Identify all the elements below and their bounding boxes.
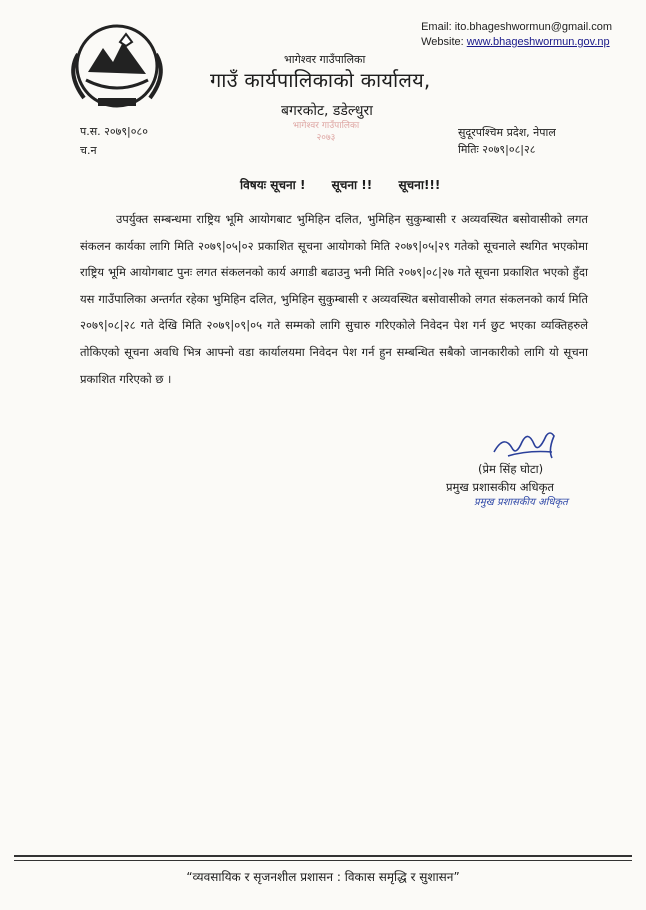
email-text: Email: ito.bhageshwormun@gmail.com xyxy=(421,21,612,33)
office-stamp xyxy=(280,120,372,164)
office-title: गाउँ कार्यपालिकाको कार्यालय, xyxy=(210,68,431,92)
dispatch-number: च.न xyxy=(80,144,97,157)
reference-block xyxy=(80,122,148,160)
subject-label: विषयः सूचना ! xyxy=(240,178,306,192)
letter-date: मितिः २०७९|०८|२८ xyxy=(458,143,536,156)
subject-line xyxy=(240,176,462,193)
stamp-line-1: भागेश्वर गाउँपालिका xyxy=(292,121,360,131)
subject-repeat-1: सूचना !! xyxy=(331,178,373,192)
nepal-government-emblem xyxy=(58,14,176,118)
province-text: सुदूरपश्चिम प्रदेश, नेपाल xyxy=(458,126,556,139)
municipality-name: भागेश्वर गाउँपालिका xyxy=(284,53,366,66)
footer-rule-thin xyxy=(14,860,632,861)
website-link[interactable]: www.bhageshwormun.gov.np xyxy=(466,36,610,48)
stamp-line-2: २०७३ xyxy=(316,133,336,143)
signatory-stamp: प्रमुख प्रशासकीय अधिकृत xyxy=(474,497,568,508)
signatory-name: (प्रेम सिंह घोटा) xyxy=(478,462,544,476)
website-label: Website: xyxy=(421,36,467,48)
subject-repeat-2: सूचना!!! xyxy=(398,178,441,192)
contact-info xyxy=(421,20,612,50)
footer-motto: “व्यवसायिक र सृजनशील प्रशासन : विकास समृद्धि र सुशासन” xyxy=(186,870,460,884)
handwritten-signature xyxy=(488,428,568,464)
letter-number: प.स. २०७९|०८० xyxy=(80,125,148,138)
footer-rule-thick xyxy=(14,855,632,857)
website-line xyxy=(421,35,612,50)
notice-body: उपर्युक्त सम्बन्धमा राष्ट्रिय भूमि आयोगबाट भुमिहिन दलित, भुमिहिन सुकुम्बासी र अव्यवस्थित बसोवासीको लगत संकलन कार्यका लागि मिति २०७९|०५|०२ प्रकाशित सूचना आयोगको मिति २०७९|०५|२९ गतेको सूचनाले स्थगित भएकोमा राष्ट्रिय भूमि आयोगबाट पुनः लगत संकलनको कार्य अगाडी बढाउनु भनी मिति २०७९|०८|२७ गते सूचना प्रकाशित भएको हुँदा यस गाउँपालिका अन्तर्गत रहेका भुमिहिन दलित, भुमिहिन सुकुम्बासी र अव्यवस्थित बसोवासीको लगत संकलनको कार्य मिति २०७९|०८|२८ गते देखि मिति २०७९|०९|०५ गते सम्मको लागि सुचारु गरिएकोले निवेदन पेश गर्न छुट भएका व्यक्तिहरुले तोकिएको सूचना अवधि भित्र आफ्नो वडा कार्यालयमा निवेदन पेश गर्न हुन सम्बन्धित सबैको जानकारीको लागि यो सूचना प्रकाशित गरिएको छ । xyxy=(80,212,588,386)
signatory-title: प्रमुख प्रशासकीय अधिकृत xyxy=(446,480,554,494)
office-address: बगरकोट, डडेल्धुरा xyxy=(281,103,373,119)
province-date-block xyxy=(458,124,556,158)
